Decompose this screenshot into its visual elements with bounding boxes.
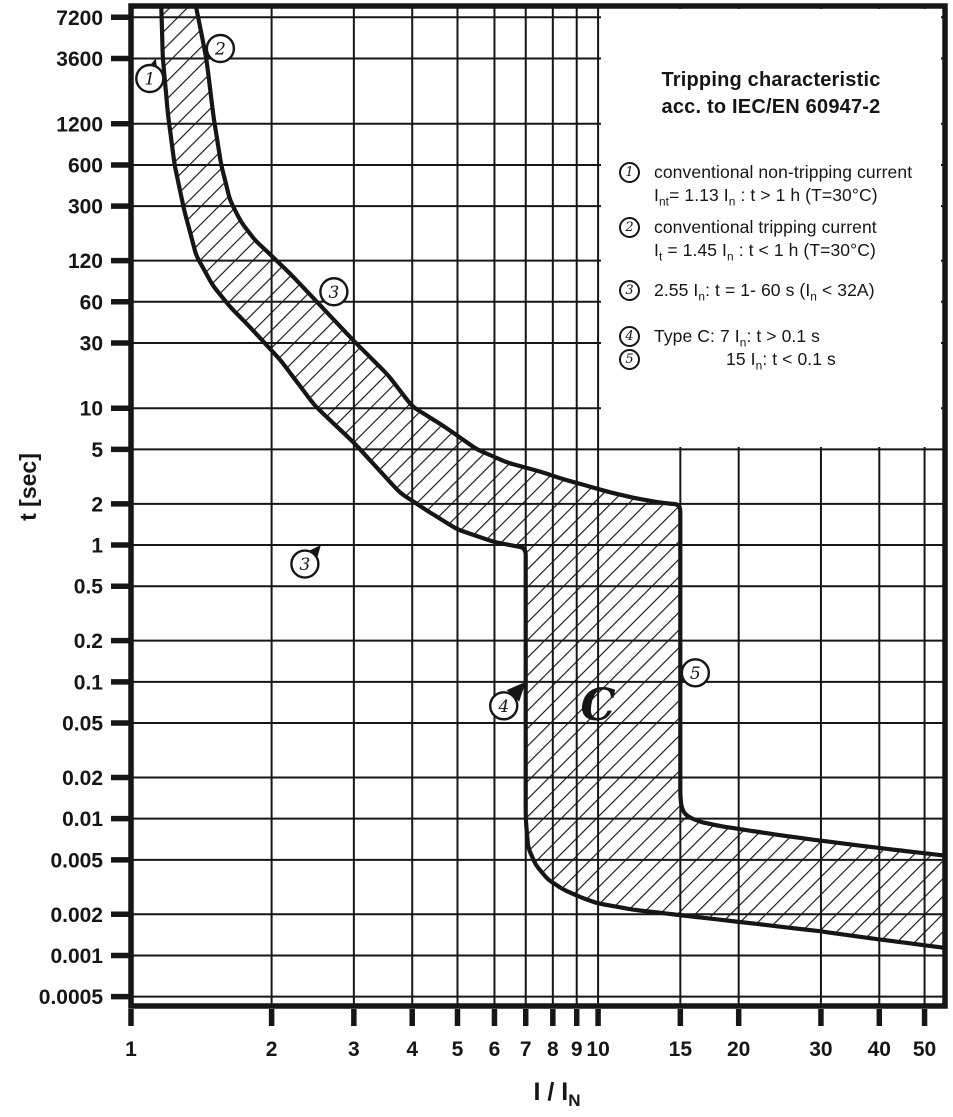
- x-tick-label: 50: [912, 1038, 937, 1061]
- x-tick-label: 6: [488, 1038, 501, 1061]
- annotation-number: 3: [328, 282, 340, 303]
- y-tick-label: 0.01: [62, 808, 103, 832]
- annotation-number: 2: [214, 39, 226, 60]
- legend-item-number: 2: [619, 217, 640, 238]
- legend-item-3: [619, 279, 939, 309]
- annotation-number: 5: [689, 663, 701, 684]
- legend-item-number: 5: [619, 349, 640, 370]
- legend-title-line2: acc. to IEC/EN 60947-2: [661, 96, 881, 118]
- annotation-5: [680, 659, 709, 686]
- y-tick-label: 0.02: [62, 766, 103, 790]
- x-tick-label: 8: [546, 1038, 559, 1061]
- annotation-number: 3: [299, 555, 311, 576]
- legend-item-text: conventional tripping current $I_t = 1.45$ $I_n$ : t < 1 h (T=30°C): [654, 217, 877, 264]
- y-tick-label: 0.001: [50, 944, 103, 968]
- x-tick-label: 15: [668, 1038, 693, 1061]
- y-tick-label: 1200: [56, 113, 103, 137]
- x-tick-label: 40: [867, 1038, 891, 1061]
- y-tick-label: 0.05: [62, 712, 103, 736]
- x-tick-label: 1: [125, 1038, 137, 1061]
- y-tick-label: 60: [79, 291, 103, 315]
- annotation-4: [490, 682, 526, 720]
- annotation-number: 1: [144, 69, 156, 90]
- curve-type-label: C: [580, 680, 616, 731]
- x-tick-label: 10: [586, 1038, 610, 1061]
- x-axis-title: I / $I_N$: [533, 1078, 581, 1110]
- y-tick-label: 5: [91, 438, 103, 462]
- y-tick-label: 3600: [56, 47, 103, 71]
- legend-item-number: 1: [619, 162, 640, 183]
- y-tick-label: 120: [67, 250, 103, 274]
- y-tick-label: 300: [67, 195, 103, 219]
- legend-item-text: conventional non-tripping current $I_{nt}= 1.13$ $I_n$ : t > 1 h (T=30°C): [654, 162, 913, 209]
- legend-item-text: 2.55 $I_n$: t = 1- 60 s $(I_n < 32A)$: [654, 280, 875, 304]
- y-tick-label: 0.005: [50, 849, 103, 873]
- x-tick-label: 20: [727, 1038, 751, 1061]
- legend-item-5: [619, 348, 939, 378]
- legend-item-number: 4: [619, 326, 640, 347]
- y-tick-label: 30: [79, 332, 103, 356]
- y-tick-label: 0.5: [73, 575, 103, 599]
- y-tick-label: 1: [91, 534, 103, 558]
- annotation-1: [136, 58, 163, 92]
- legend-item-number: 3: [619, 280, 640, 301]
- legend-item-text: Type C: 7 $I_n$: t > 0.1 s: [654, 326, 821, 350]
- y-tick-label: 0.0005: [38, 986, 103, 1010]
- x-tick-label: 4: [406, 1038, 419, 1061]
- y-tick-label: 7200: [56, 6, 103, 30]
- y-tick-label: 10: [79, 397, 103, 421]
- y-tick-label: 0.1: [73, 671, 103, 695]
- y-axis-title: t [sec]: [15, 453, 41, 521]
- y-tick-label: 0.2: [73, 630, 103, 654]
- legend-title-line1: Tripping characteristic: [661, 69, 881, 91]
- annotation-3: [291, 545, 321, 578]
- legend-item-2: [619, 216, 939, 269]
- x-tick-label: 9: [570, 1038, 583, 1061]
- y-tick-label: 600: [67, 154, 103, 178]
- x-tick-label: 5: [451, 1038, 464, 1061]
- y-tick-label: 0.002: [50, 903, 103, 927]
- y-tick-label: 2: [91, 493, 103, 517]
- legend: [601, 9, 941, 447]
- legend-item-text: 15 $I_n$: t < 0.1 s: [726, 349, 836, 373]
- x-tick-label: 30: [809, 1038, 833, 1061]
- annotation-2: [206, 35, 234, 62]
- legend-title: [601, 67, 941, 121]
- x-tick-label: 2: [265, 1038, 278, 1061]
- annotation-number: 4: [498, 696, 510, 717]
- legend-item-1: [619, 161, 939, 214]
- x-tick-label: 7: [519, 1038, 532, 1061]
- x-tick-label: 3: [348, 1038, 360, 1061]
- annotation-3: [320, 278, 347, 305]
